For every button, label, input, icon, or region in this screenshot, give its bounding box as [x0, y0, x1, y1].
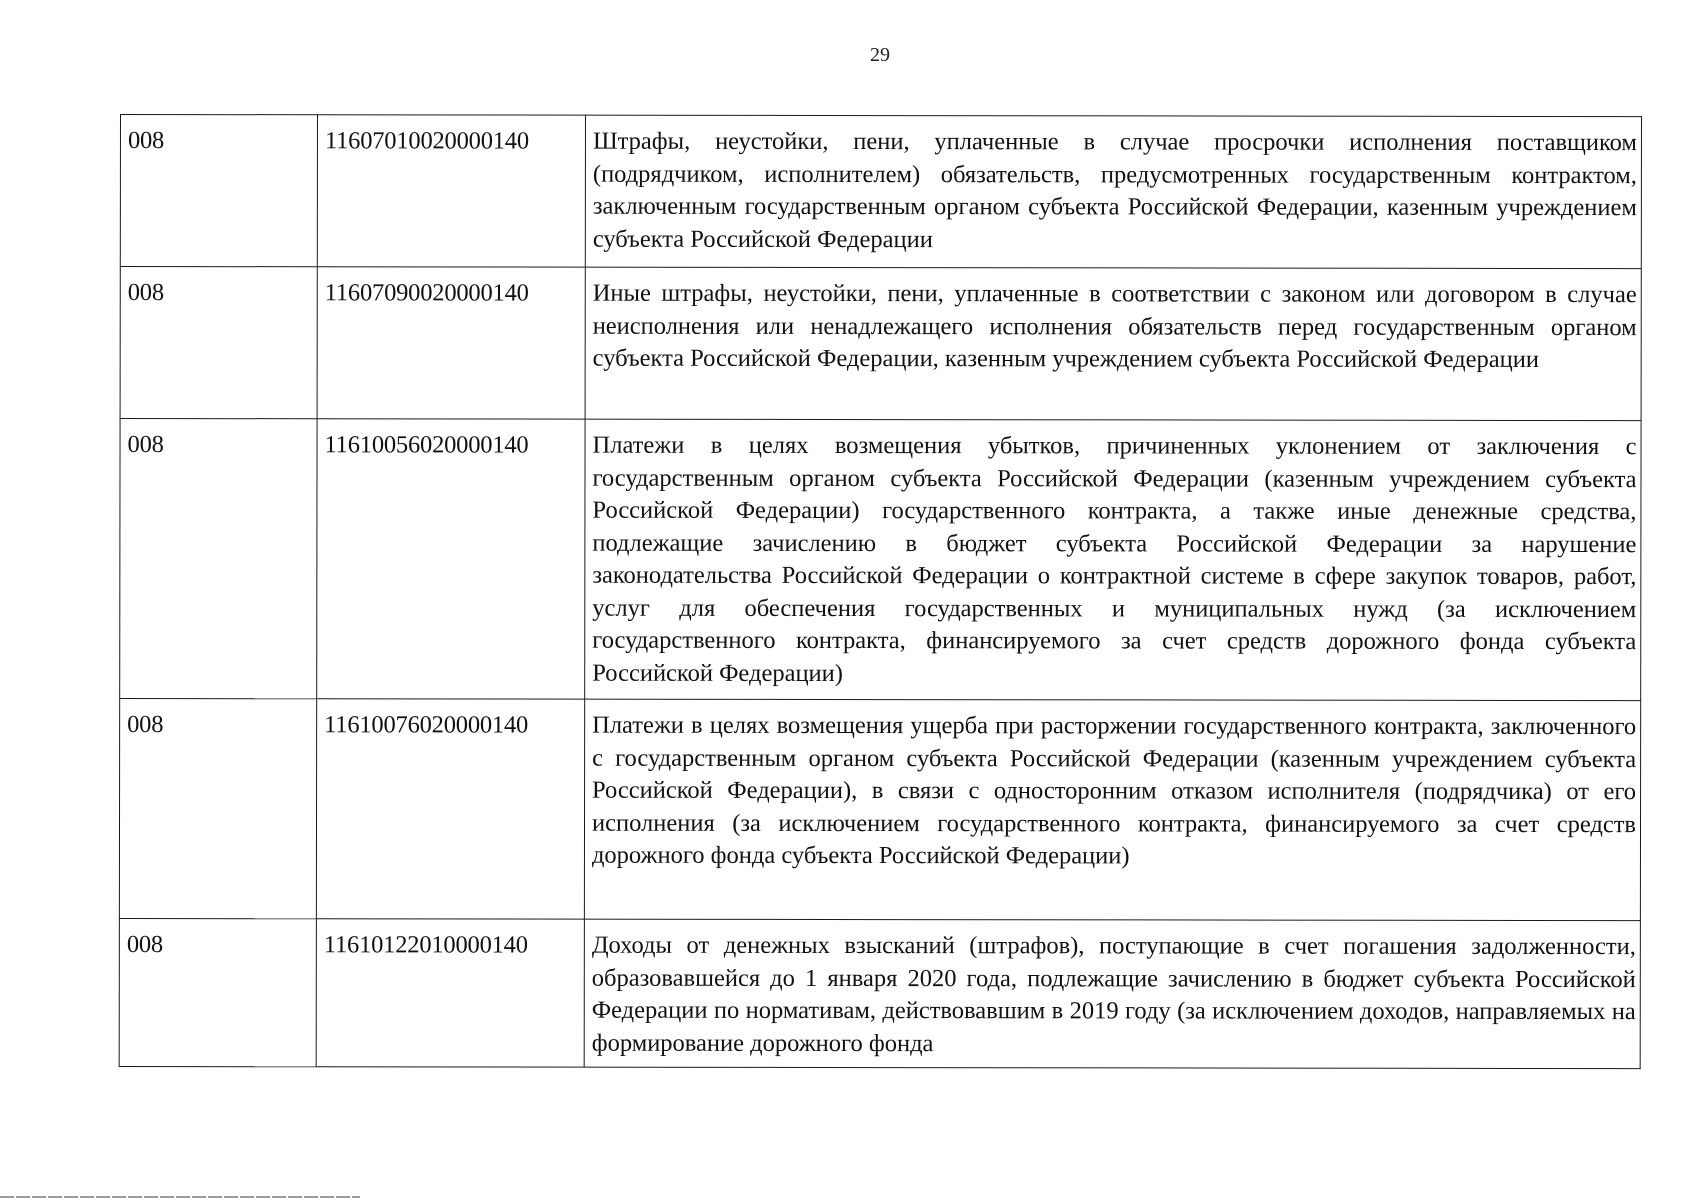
admin-code-cell: 008: [119, 699, 316, 919]
table-row: [120, 115, 1641, 269]
page-number: 29: [870, 44, 890, 66]
admin-code-cell: 008: [119, 918, 316, 1066]
table-row: [119, 918, 1640, 1068]
admin-code-cell: 008: [120, 267, 317, 419]
table-row: [120, 419, 1641, 701]
description-cell: Иные штрафы, неустойки, пени, уплаченные в соответствии с законом или договором в случае неисполнения или ненадлежащего исполнения обязательств перед государственным органом субъекта Российской Федерации, казенным учреждением субъекта Российской Федерации: [585, 267, 1641, 420]
kbk-code-cell: 11610122010000140: [316, 919, 584, 1067]
kbk-code-cell: 11610056020000140: [317, 419, 585, 699]
description-cell: Платежи в целях возмещения убытков, причиненных уклонением от заключения с государственным органом субъекта Российской Федерации (казенным учреждением субъекта Российской Федерации) государственного контракта, а также иные денежные средства, подлежащие зачислению в бюджет субъекта Российской Федерации за нарушение законодательства Российской Федерации о контрактной системе в сфере закупок товаров, работ, услуг для обеспечения государственных и муниципальных нужд (за исключением государственного контракта, финансируемого за счет средств дорожного фонда субъекта Российской Федерации): [585, 419, 1641, 700]
revenue-codes-table: [119, 114, 1642, 1069]
scan-edge-artifact: [0, 1196, 360, 1198]
table-row: [120, 267, 1641, 421]
kbk-code-cell: 11607090020000140: [317, 267, 585, 419]
admin-code-cell: 008: [120, 115, 317, 267]
description-cell: Штрафы, неустойки, пени, уплаченные в случае просрочки исполнения поставщиком (подрядчиком, исполнителем) обязательств, предусмотренных государственным контрактом, заключенным государственным органом субъекта Российской Федерации, казенным учреждением субъекта Российской Федерации: [585, 115, 1641, 268]
admin-code-cell: 008: [120, 419, 317, 699]
description-cell: Платежи в целях возмещения ущерба при расторжении государственного контракта, заключенного с государственным органом субъекта Российской Федерации (казенным учреждением субъекта Российской Федерации), в связи с односторонним отказом исполнителя (подрядчика) от его исполнения (за исключением государственного контракта, финансируемого за счет средств дорожного фонда субъекта Российской Федерации): [584, 699, 1640, 920]
table-row: [119, 699, 1640, 921]
description-cell: Доходы от денежных взысканий (штрафов), поступающие в счет погашения задолженности, образовавшейся до 1 января 2020 года, подлежащие зачислению в бюджет субъекта Российской Федерации по нормативам, действовавшим в 2019 году (за исключением доходов, направляемых на формирование дорожного фонда: [584, 919, 1640, 1068]
kbk-code-cell: 11610076020000140: [316, 699, 584, 919]
kbk-code-cell: 11607010020000140: [317, 115, 585, 267]
